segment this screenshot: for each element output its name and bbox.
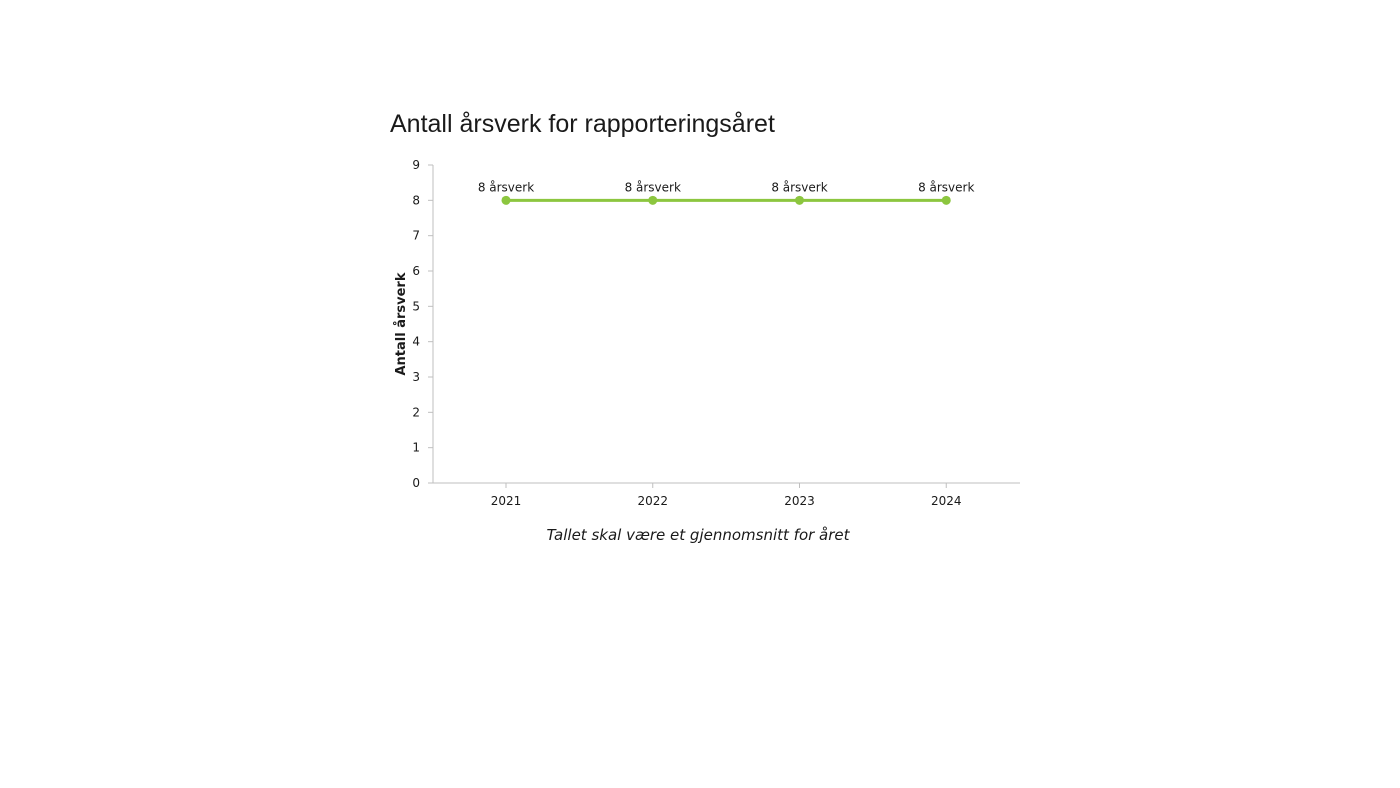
- x-tick-label: 2021: [490, 494, 522, 508]
- x-tick-label: 2022: [637, 494, 669, 508]
- y-tick-label: 2: [412, 405, 420, 420]
- data-point: [795, 196, 804, 205]
- y-tick-label: 8: [412, 193, 420, 208]
- y-tick-label: 0: [412, 476, 420, 490]
- series-group: [502, 196, 951, 205]
- y-tick-label: 9: [412, 158, 420, 172]
- chart-title: Antall årsverk for rapporteringsåret: [390, 110, 775, 138]
- data-label: 8 årsverk: [477, 180, 535, 195]
- y-tick-label: 1: [412, 440, 420, 455]
- data-label: 8 årsverk: [624, 180, 681, 195]
- x-axis-ticks: [491, 483, 962, 508]
- chart-subtitle: Tallet skal være et gjennomsnitt for året: [546, 526, 850, 544]
- data-label: 8 årsverk: [918, 180, 975, 195]
- y-tick-label: 5: [412, 299, 420, 314]
- x-tick-label: 2024: [930, 494, 962, 508]
- y-tick-label: 7: [412, 228, 420, 243]
- y-axis-label: Antall årsverk: [394, 272, 409, 376]
- y-tick-label: 4: [412, 334, 420, 349]
- data-point: [648, 196, 657, 205]
- y-axis-ticks: [412, 158, 433, 490]
- x-tick-label: 2023: [784, 494, 815, 508]
- data-labels: [478, 180, 975, 194]
- y-tick-label: 6: [412, 264, 420, 278]
- y-tick-label: 3: [412, 370, 420, 384]
- data-label: 8 årsverk: [771, 180, 828, 195]
- data-point: [942, 196, 951, 205]
- data-point: [502, 196, 511, 205]
